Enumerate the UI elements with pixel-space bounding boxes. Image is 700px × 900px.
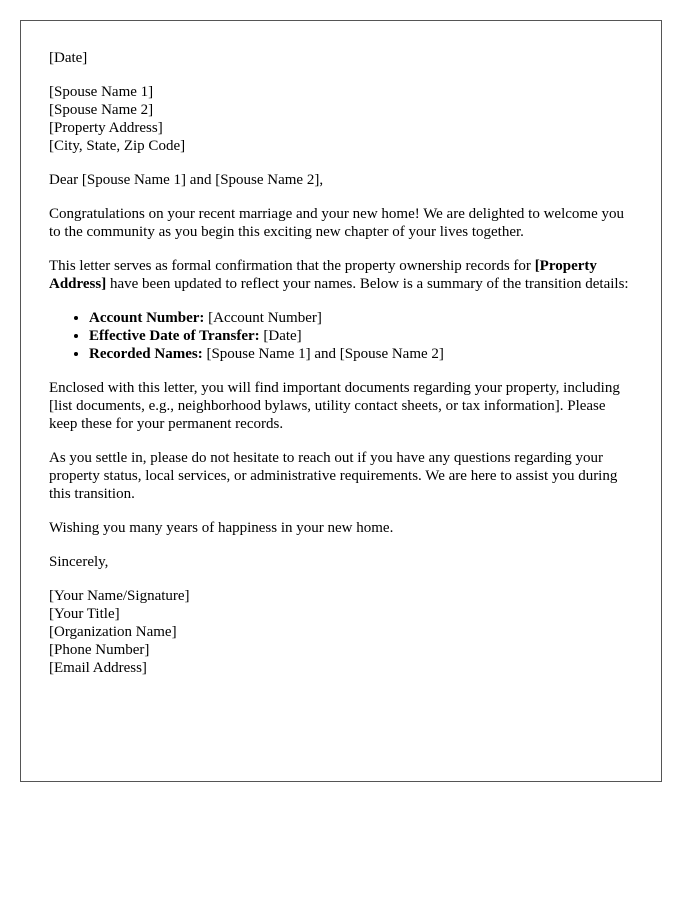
detail-value: [Spouse Name 1] and [Spouse Name 2] bbox=[202, 346, 444, 362]
well-wishes-paragraph: Wishing you many years of happiness in your new home. bbox=[49, 520, 394, 536]
signature-phone: [Phone Number] bbox=[49, 642, 150, 658]
detail-label: Account Number: bbox=[89, 310, 205, 326]
letter-page bbox=[20, 20, 662, 782]
confirmation-paragraph bbox=[49, 257, 633, 293]
letter-date: [Date] bbox=[49, 50, 88, 66]
recipient-city-line: [City, State, Zip Code] bbox=[49, 138, 186, 154]
signature-title: [Your Title] bbox=[49, 606, 120, 622]
property-address-emphasis: [Property Address] bbox=[49, 258, 597, 292]
recipient-spouse-1: [Spouse Name 1] bbox=[49, 84, 154, 100]
detail-label: Effective Date of Transfer: bbox=[89, 328, 260, 344]
recipient-address-block bbox=[49, 83, 633, 155]
detail-effective-date bbox=[89, 327, 633, 345]
confirmation-text-end: have been updated to reflect your names. Below is a summary of the transition details: bbox=[106, 276, 629, 292]
enclosures-paragraph: Enclosed with this letter, you will find important documents regarding your property, including [list documents, e.g., neighborhood bylaws, utility contact sheets, or tax information]. Please keep these for your permanent records. bbox=[49, 380, 620, 432]
closing: Sincerely, bbox=[49, 554, 109, 570]
salutation: Dear [Spouse Name 1] and [Spouse Name 2], bbox=[49, 172, 324, 188]
recipient-property-address: [Property Address] bbox=[49, 120, 163, 136]
signature-block bbox=[49, 587, 633, 677]
recipient-spouse-2: [Spouse Name 2] bbox=[49, 102, 154, 118]
assistance-paragraph: As you settle in, please do not hesitate to reach out if you have any questions regarding your property status, local services, or administrative requirements. We are here to assist you during this transition. bbox=[49, 450, 618, 502]
signature-organization: [Organization Name] bbox=[49, 624, 177, 640]
detail-label: Recorded Names: bbox=[89, 346, 203, 362]
congratulations-paragraph: Congratulations on your recent marriage and your new home! We are delighted to welcome you to the community as you begin this exciting new chapter of your lives together. bbox=[49, 206, 624, 240]
signature-email: [Email Address] bbox=[49, 660, 147, 676]
confirmation-text-start: This letter serves as formal confirmation that the property ownership records for bbox=[49, 258, 535, 274]
detail-recorded-names bbox=[89, 345, 633, 363]
transition-details-list bbox=[49, 309, 633, 363]
detail-value: [Account Number] bbox=[204, 310, 322, 326]
signature-name: [Your Name/Signature] bbox=[49, 588, 190, 604]
detail-account-number bbox=[89, 309, 633, 327]
detail-value: [Date] bbox=[259, 328, 302, 344]
date-block bbox=[49, 49, 633, 67]
